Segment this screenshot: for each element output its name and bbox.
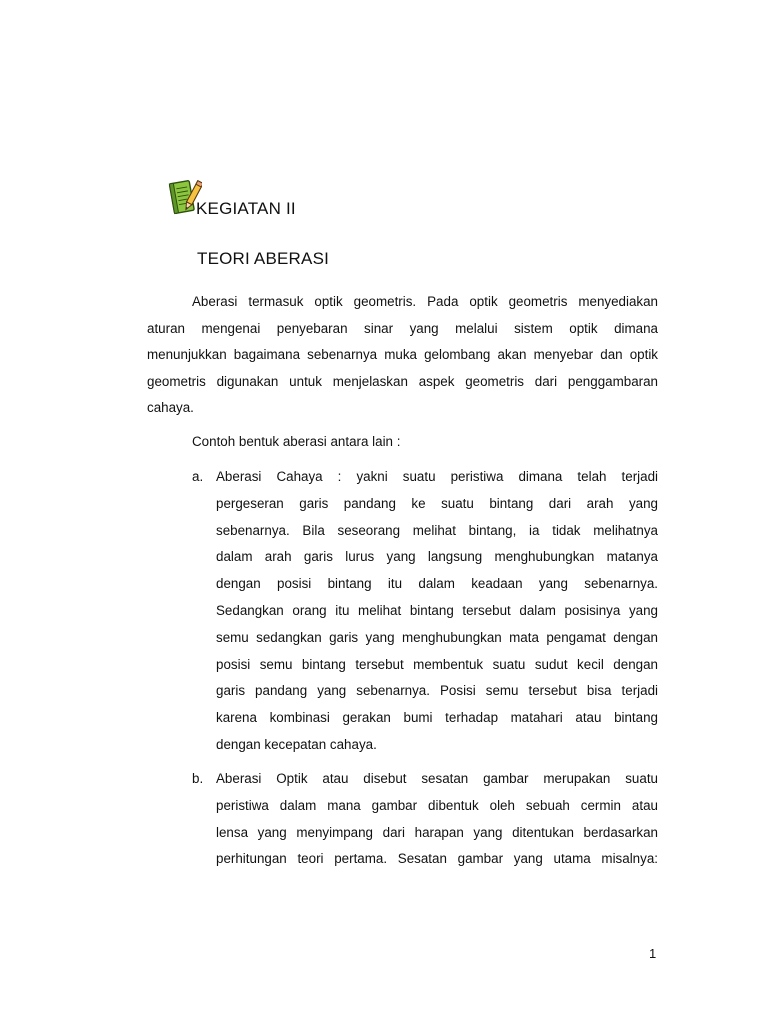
intro-paragraph (147, 289, 658, 422)
list-line: dengan posisi bintang itu dalam keadaan yang sebenarnya. (216, 576, 658, 592)
page-number: 1 (649, 946, 657, 961)
list-line: peristiwa dalam mana gambar dibentuk oleh sebuah cermin atau (216, 797, 658, 813)
list-line: Sedangkan orang itu melihat bintang tersebut dalam posisinya yang (216, 602, 658, 618)
list-line: garis pandang yang sebenarnya. Posisi semu tersebut bisa terjadi (216, 683, 658, 699)
aberration-list-a (192, 464, 658, 759)
list-marker: a. (192, 469, 204, 484)
paragraph-line: menunjukkan bagaimana sebenarnya muka gelombang akan menyebar dan optik (147, 347, 658, 363)
aberration-list-b (192, 766, 658, 873)
list-line: perhitungan teori pertama. Sesatan gambar yang utama misalnya: (216, 851, 658, 867)
paragraph-line: cahaya. (147, 400, 194, 416)
examples-intro: Contoh bentuk aberasi antara lain : (192, 434, 401, 449)
list-line: karena kombinasi gerakan bumi terhadap matahari atau bintang (216, 710, 658, 726)
paragraph-line: aturan mengenai penyebaran sinar yang melalui sistem optik dimana (147, 320, 658, 336)
section-title: TEORI ABERASI (197, 249, 330, 268)
list-line: dengan kecepatan cahaya. (216, 736, 377, 752)
list-item (192, 464, 658, 759)
list-line: sebenarnya. Bila seseorang melihat bintang, ia tidak melihatnya (216, 522, 658, 538)
list-line: pergeseran garis pandang ke suatu bintang dari arah yang (216, 495, 658, 511)
paragraph-line: geometris digunakan untuk menjelaskan aspek geometris dari penggambaran (147, 373, 658, 389)
list-item-body (216, 766, 658, 873)
list-marker: b. (192, 771, 204, 786)
section-heading: KEGIATAN II (196, 199, 296, 218)
paragraph-line: Aberasi termasuk optik geometris. Pada optik geometris menyediakan (192, 294, 658, 309)
list-item (192, 766, 658, 873)
list-line: lensa yang menyimpang dari harapan yang ditentukan berdasarkan (216, 824, 658, 840)
list-line: semu sedangkan garis yang menghubungkan mata pengamat dengan (216, 629, 658, 645)
list-line: posisi semu bintang tersebut membentuk suatu sudut kecil dengan (216, 656, 658, 672)
list-line: Aberasi Optik atau disebut sesatan gambar merupakan suatu (216, 771, 658, 786)
list-line: dalam arah garis lurus yang langsung menghubungkan matanya (216, 549, 658, 565)
list-line: Aberasi Cahaya : yakni suatu peristiwa dimana telah terjadi (216, 469, 658, 484)
list-item-body (216, 464, 658, 759)
